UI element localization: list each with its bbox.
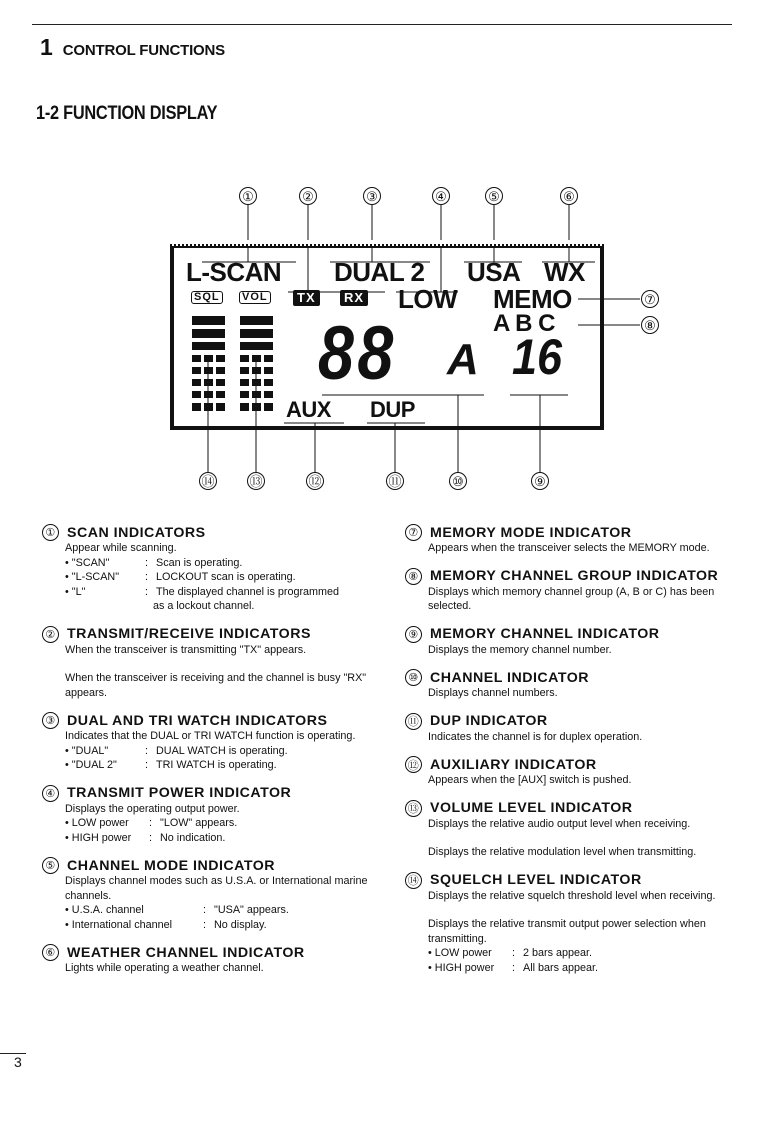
row-colon: :: [145, 585, 148, 598]
callout-2: ②: [299, 187, 317, 205]
item-tx-rx: [42, 626, 382, 701]
item-title: CHANNEL INDICATOR: [430, 669, 590, 686]
item-title: SCAN INDICATORS: [67, 524, 206, 541]
row-colon: :: [145, 759, 148, 771]
lcd-lscan: L-SCAN: [186, 257, 282, 287]
page-number: 3: [14, 1054, 22, 1070]
lcd-rx: RX: [340, 290, 368, 306]
row-key: • "DUAL 2": [65, 759, 117, 771]
item-text: Appears when the transceiver selects the MEMORY mode.: [428, 542, 710, 554]
row-value: "LOW" appears.: [160, 817, 238, 829]
row-colon: :: [512, 947, 515, 959]
item-power: [42, 785, 382, 846]
row-colon: :: [145, 571, 148, 583]
item-auxiliary: [405, 756, 740, 788]
item-number: ③: [42, 712, 59, 729]
item-number: ⑦: [405, 524, 422, 541]
footer-rule: [0, 1053, 26, 1054]
item-squelch: [405, 872, 740, 976]
item-title: MEMORY MODE INDICATOR: [430, 524, 632, 541]
callout-3: ③: [363, 187, 381, 205]
row-key: • LOW power: [65, 817, 129, 829]
callout-6: ⑥: [560, 187, 578, 205]
item-number: ⑨: [405, 626, 422, 643]
item-title: DUAL AND TRI WATCH INDICATORS: [67, 712, 328, 729]
item-title: TRANSMIT/RECEIVE INDICATORS: [67, 626, 311, 642]
item-title: CHANNEL MODE INDICATOR: [67, 857, 276, 874]
callout-4: ④: [432, 187, 450, 205]
item-text: Displays which memory channel group (A, B or C) has been selected.: [428, 585, 715, 612]
callout-14: ⑭: [199, 472, 217, 490]
item-text: Displays channel numbers.: [428, 687, 558, 699]
lcd-channel-suffix: A: [447, 335, 479, 384]
lcd-dual: DUAL 2: [334, 257, 425, 287]
row-value: LOCKOUT scan is operating.: [156, 571, 296, 583]
lcd-memory-channel: 16: [512, 329, 563, 385]
callout-11: ⑪: [386, 472, 404, 490]
lcd-memo: MEMO: [493, 284, 572, 314]
item-text: Lights while operating a weather channel.: [65, 962, 264, 974]
row-colon: :: [145, 556, 148, 569]
item-memory-channel: [405, 626, 740, 658]
row-value: DUAL WATCH is operating.: [156, 744, 288, 757]
item-text: When the transceiver is receiving and the channel is busy "RX" appears.: [65, 672, 367, 699]
lcd-usa: USA: [467, 257, 521, 287]
row-key: • "L": [65, 585, 86, 598]
row-value: The displayed channel is programmed: [156, 585, 340, 598]
item-text: Displays the relative modulation level when transmitting.: [428, 846, 697, 858]
item-number: ⑬: [405, 800, 422, 817]
lcd-vol: VOL: [239, 291, 271, 304]
callout-1: ①: [239, 187, 257, 205]
item-memory-mode: [405, 524, 740, 556]
row-colon: :: [512, 961, 515, 974]
item-scan: [42, 524, 382, 614]
item-text: Displays the operating output power.: [65, 802, 240, 815]
callout-12: ⑫: [306, 472, 324, 490]
lcd-channel-digits: 88: [318, 311, 397, 396]
section-title: 1-2 FUNCTION DISPLAY: [36, 103, 218, 124]
item-number: ④: [42, 785, 59, 802]
chapter-number: 1: [40, 34, 53, 60]
item-number: ⑭: [405, 872, 422, 889]
row-key: • HIGH power: [428, 961, 495, 974]
item-title: TRANSMIT POWER INDICATOR: [67, 785, 292, 801]
callout-13: ⑬: [247, 472, 265, 490]
item-number: ⑩: [405, 669, 422, 686]
item-text: Displays the relative audio output level when receiving.: [428, 817, 691, 830]
row-value: No indication.: [160, 831, 226, 844]
item-title: VOLUME LEVEL INDICATOR: [430, 800, 633, 816]
row-key: • HIGH power: [65, 831, 132, 844]
row-value: Scan is operating.: [156, 556, 243, 569]
chapter-title: CONTROL FUNCTIONS: [62, 42, 225, 59]
item-channel: [405, 669, 740, 701]
row-key: • LOW power: [428, 947, 492, 959]
lcd-wx: WX: [544, 257, 585, 287]
item-number: ⑧: [405, 568, 422, 585]
item-title: WEATHER CHANNEL INDICATOR: [67, 944, 305, 961]
item-text: Displays the relative transmit output power selection when transmitting.: [428, 918, 706, 945]
row-colon: :: [203, 904, 206, 916]
callout-10: ⑩: [449, 472, 467, 490]
row-key: • "DUAL": [65, 744, 109, 757]
row-key: • U.S.A. channel: [65, 904, 144, 916]
item-number: ①: [42, 524, 59, 541]
row-colon: :: [149, 817, 152, 829]
item-title: MEMORY CHANNEL GROUP INDICATOR: [430, 568, 719, 584]
item-text: Appears when the [AUX] switch is pushed.: [428, 774, 632, 786]
lcd-sql: SQL: [191, 291, 223, 304]
row-value: No display.: [214, 918, 267, 931]
item-text: Displays the memory channel number.: [428, 643, 612, 656]
item-text: Appear while scanning.: [65, 542, 177, 554]
item-text: Displays the relative squelch threshold level when receiving.: [428, 889, 716, 902]
item-number: ⑥: [42, 944, 59, 961]
lcd-aux: AUX: [286, 397, 331, 422]
item-title: DUP INDICATOR: [430, 713, 548, 729]
callout-8: ⑧: [641, 316, 659, 334]
item-text: Displays channel modes such as U.S.A. or International marine channels.: [65, 875, 368, 902]
item-number: ⑪: [405, 713, 422, 730]
lcd-low: LOW: [398, 284, 458, 314]
row-value: TRI WATCH is operating.: [156, 759, 277, 771]
row-value: "USA" appears.: [214, 904, 289, 916]
callout-7: ⑦: [641, 290, 659, 308]
lcd-tx: TX: [293, 290, 320, 306]
callout-5: ⑤: [485, 187, 503, 205]
item-text: Indicates that the DUAL or TRI WATCH function is operating.: [65, 730, 356, 742]
item-number: ②: [42, 626, 59, 643]
right-column: [405, 524, 740, 987]
item-text: as a lockout channel.: [153, 600, 255, 612]
item-channel-mode: [42, 857, 382, 932]
item-text: Indicates the channel is for duplex operation.: [428, 730, 643, 743]
item-text: When the transceiver is transmitting "TX" appears.: [65, 643, 307, 656]
item-volume: [405, 800, 740, 860]
left-column: [42, 524, 382, 988]
item-number: ⑤: [42, 857, 59, 874]
item-memory-group: [405, 568, 740, 614]
row-colon: :: [149, 831, 152, 844]
row-colon: :: [203, 918, 206, 931]
item-title: MEMORY CHANNEL INDICATOR: [430, 626, 660, 642]
row-value: All bars appear.: [523, 961, 599, 974]
lcd-dup: DUP: [370, 397, 415, 422]
item-number: ⑫: [405, 756, 422, 773]
item-weather: [42, 944, 382, 976]
item-dup: [405, 713, 740, 745]
lcd-abc: A B C: [493, 310, 555, 337]
callout-9: ⑨: [531, 472, 549, 490]
row-colon: :: [145, 744, 148, 757]
item-title: AUXILIARY INDICATOR: [430, 756, 597, 773]
item-dual-tri: [42, 712, 382, 773]
item-title: SQUELCH LEVEL INDICATOR: [430, 872, 642, 888]
row-value: 2 bars appear.: [523, 947, 593, 959]
row-key: • "SCAN": [65, 556, 110, 569]
row-key: • International channel: [65, 918, 173, 931]
row-key: • "L-SCAN": [65, 571, 120, 583]
